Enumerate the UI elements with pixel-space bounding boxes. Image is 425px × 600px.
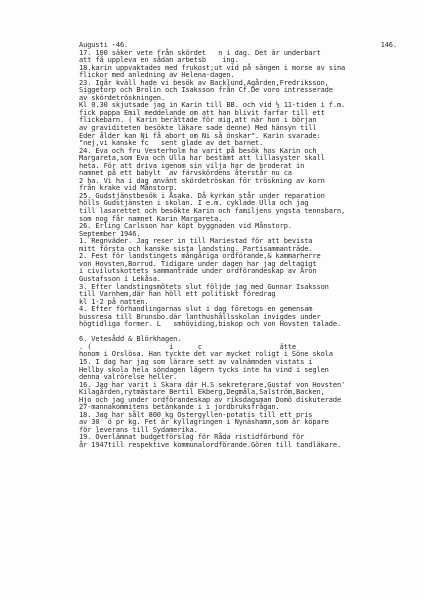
text-line: 18. Jag har sålt 800 kg Östergyllen-potatis till ett pris	[79, 410, 313, 419]
text-line: 19. Överlämnat budgetförslag för Råda ristidförbund för	[79, 433, 305, 442]
text-line: från krake vid Månstorp.	[79, 184, 178, 193]
text-line: 1. Regnväder. Jag reser in till Mariestad för att bevista	[79, 237, 313, 246]
text-line: hölls Gudstjänsten i skolan. I e.m. cyklade Ulla och jag	[79, 199, 309, 208]
text-line: Eder ålder kan Ni få abort om Ni så önskar". Karin svarade:	[79, 131, 321, 140]
text-line: för leverans till Sydamerika.	[79, 425, 198, 434]
text-line: 27-mannakommitens betänkande i i jordbruksfrågan.	[79, 403, 280, 412]
text-line: flickebarn. ( Karin berättade för mig,att när hon i början	[79, 116, 317, 125]
text-line: heta. För att driva igenom sin vilja har de broderat in	[79, 161, 305, 170]
text-line: 17. 100 säker vete från skördet n i dag. Det är underbart	[79, 48, 321, 57]
text-line: 25. Gudstjänstbesök i Åsaka. Då kyrkan står under reparation	[79, 191, 325, 200]
text-line: 4. Efter förhandlingarnas slut i dag företogs en gemensam	[79, 305, 313, 314]
header-date: Augusti -46.	[79, 41, 129, 49]
text-line: 16. Jag har varit i Skara där H.S sekreterare,Gustaf von Hovsten'	[79, 380, 346, 389]
text-line: av 30 ö pr kg. Fet är kyllagringen i Nynäshamn,som är köpare	[79, 418, 329, 427]
text-line: bussresa till Brunsbo.där lanthushållsskolan invigdes under	[79, 312, 321, 321]
text-line: 2 ha. Vi ha i dag använt skördetröskan för tröskning av korn	[79, 176, 325, 185]
text-line: Gustafsson i Lekåsa.	[79, 274, 161, 283]
text-line: Kl 0.30 skjutsade jag in Karin till BB. och vid ½ 11-tiden i f.m.	[79, 101, 346, 110]
text-line: 23. Igår kväll hade vi besök av Backlund,Agården,Fredriksson,	[79, 78, 329, 87]
typewritten-text	[79, 42, 399, 450]
text-line: Hellby skola hela söndagen lägern tycks inte ha vind i seglen	[79, 365, 329, 374]
text-line: i civilutskottets sammanträde under ordförandeskap av Aron	[79, 267, 317, 276]
text-line: "nej,vi kanske fc sent glade av det barnet.	[79, 139, 264, 148]
text-line: Kilagården,rytmästare Bertil Ekberg,Degmåla,Salström,Backen,	[79, 388, 325, 397]
page-number: 146.	[380, 41, 397, 49]
text-line: 24. Eva och fru Vesterholm ha varit på besök hos Karin och	[79, 146, 317, 155]
text-line: år 1947till respektive kommunalordförande.Gören till tandläkare.	[79, 440, 342, 449]
text-line: fick pappa Emil meddelande om att han blivit farfar till ett	[79, 108, 325, 117]
text-line: Margareta,som Eva och Ulla har bestämt att lillasyster skall	[79, 154, 325, 163]
text-line: flickor med anledning av Helena-dagen.	[79, 71, 235, 80]
text-line: 18.karin uppvaktades med frukost;ut vid på sängen i morse av sina	[79, 63, 346, 72]
text-line: denna valrörelse heller.	[79, 373, 178, 382]
text-line: kl 1-2 på natten.	[79, 297, 149, 306]
text-line: högtidliga former. L smhöviding,biskop och von Hovsten talade.	[79, 320, 342, 329]
text-line: som nog får namnet Karin Margareta.	[79, 214, 223, 223]
text-line: honom i Orslösa. Han tyckte det var mycket roligt i Söne skola	[79, 350, 333, 359]
text-line: 3. Efter landstingsmötets slut följde jag med Gunnar Isaksson	[79, 282, 329, 291]
text-line: att få uppleva en sådan arbetsb ing.	[79, 56, 239, 65]
text-line: av graviditeten besökte läkare sade denne) Med hänsyn till	[79, 124, 317, 133]
text-line: . ( i c ätte	[79, 342, 297, 351]
text-line: 26. Erling Carlsson har köpt byggnaden vid Månstorp.	[79, 222, 292, 231]
text-line: 6. Vetesådd & Blörkhagen.	[79, 335, 182, 344]
text-line: namnet på ett babylt av färvskördens återstår nu ca	[79, 169, 292, 178]
text-line: Hjo och jag under ordförandeskap av riksdagsman Domö diskuterade	[79, 395, 342, 404]
text-lines	[79, 50, 399, 450]
text-line: till lasarettet och besökte Karin och familjens yngsta tennsbarn,	[79, 207, 346, 216]
text-line: September 1946.	[79, 229, 141, 238]
text-line: av skördetröskningen.	[79, 93, 165, 102]
text-line: till Varnhem,där han höll ett politiskt föredrag	[79, 290, 276, 299]
text-line: 15. I dag har jag som lärare sett av valnämnden vistats i	[79, 357, 313, 366]
text-line: 2. Fest för landstingets mångåriga ordförande,& kammarherre	[79, 252, 321, 261]
text-line: mitt första och kanske sista landsting. Partisammanträde.	[79, 244, 313, 253]
text-line: Siggetorp och Brolin och Isaksson från Cf.De voro intresserade	[79, 86, 333, 95]
text-line: von Hovsten,Borrud. Tidigare under dagen har jag deltagigt	[79, 259, 317, 268]
